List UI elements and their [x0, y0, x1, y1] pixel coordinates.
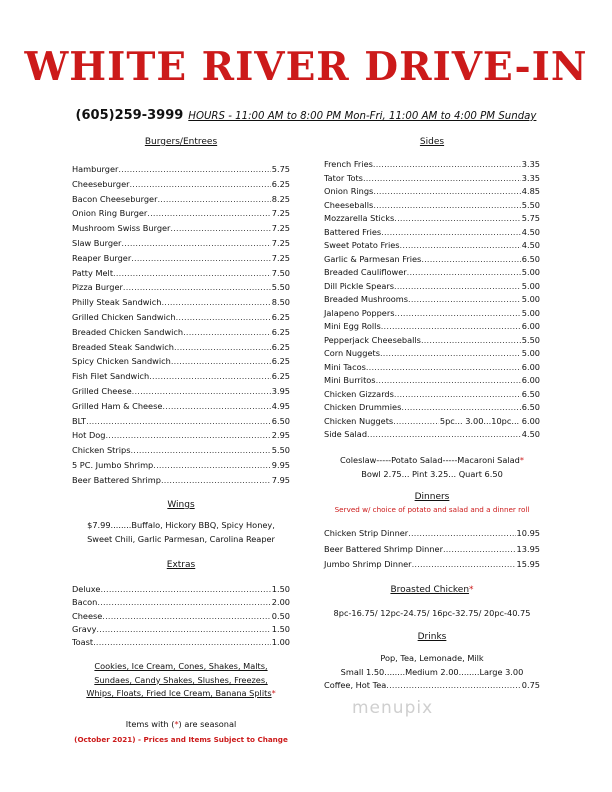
- drinks-line-2: Small 1.50........Medium 2.00........Large 3.00: [340, 666, 524, 677]
- extras-heading: Extras: [166, 560, 196, 570]
- menu-item-name: Spicy Chicken Sandwich: [72, 356, 171, 367]
- menu-item-name: Battered Fries: [324, 226, 382, 237]
- menu-item-price: 6.50: [271, 415, 290, 426]
- dot-leader: [171, 354, 271, 369]
- menu-item-row: [324, 185, 540, 199]
- salads-line-1-wrap: [324, 454, 540, 468]
- menu-item-name: Sweet Potato Fries: [324, 240, 400, 250]
- menu-item-row: [72, 236, 290, 251]
- dot-leader: [412, 557, 516, 573]
- dot-leader: [394, 388, 521, 402]
- sides-section: [324, 137, 540, 147]
- restaurant-title: WHITE RIVER DRIVE-IN: [24, 44, 588, 90]
- menu-item-name: Beer Battered Shrimp: [72, 474, 161, 485]
- menu-item-price: 6.00: [521, 375, 540, 385]
- treats-seasonal-asterisk: *: [271, 688, 276, 698]
- menu-item-price: 8.25: [271, 193, 290, 204]
- menu-item-price: 5.50: [521, 199, 540, 210]
- menu-item-price: 5.75: [271, 164, 290, 174]
- price-notice: (October 2021) - Prices and Items Subject to Change: [74, 734, 288, 744]
- menu-item-price: 5.50: [271, 282, 290, 293]
- menu-item-name: Cheeseburger: [72, 178, 130, 189]
- menu-item-name: French Fries: [324, 159, 373, 169]
- menu-item-name: Garlic & Parmesan Fries: [324, 253, 422, 264]
- broasted-section: [324, 584, 540, 620]
- menu-item-row: [324, 307, 540, 321]
- dot-leader: [113, 266, 271, 281]
- menu-item-name: 5 PC. Jumbo Shrimp: [72, 459, 154, 470]
- menu-item-name: Tator Tots: [324, 172, 363, 183]
- menu-item-name: Grilled Ham & Cheese: [72, 400, 163, 411]
- dot-leader: [157, 192, 270, 207]
- sides-heading: Sides: [419, 137, 445, 147]
- menu-item-name: Chicken Strips: [72, 445, 131, 456]
- menu-item-price: 4.50: [521, 240, 540, 250]
- menu-item-row: [72, 251, 290, 266]
- dot-leader: [93, 636, 271, 649]
- menu-item-name: Side Salad: [324, 429, 368, 439]
- dot-leader: [97, 596, 270, 609]
- menu-item-row: [324, 388, 540, 402]
- dot-leader: [183, 325, 271, 340]
- dot-leader: [131, 251, 271, 266]
- menu-item-name: Beer Battered Shrimp Dinner: [324, 543, 443, 554]
- dot-leader: [106, 428, 271, 443]
- menu-item-price: 6.50: [521, 388, 540, 399]
- phone-number: (605)259-3999: [75, 108, 184, 123]
- dot-leader: [373, 199, 520, 213]
- wings-heading: Wings: [167, 500, 195, 510]
- dinners-section: [324, 492, 540, 514]
- menu-item-price: 1.50: [271, 623, 290, 634]
- menu-item-name: Toast: [72, 637, 94, 648]
- menu-item-row: [72, 596, 290, 609]
- wings-section: [72, 500, 290, 546]
- dot-leader: [421, 334, 521, 348]
- treats-line-1: Cookies, Ice Cream, Cones, Shakes, Malts,: [94, 661, 268, 671]
- menu-item-row: [324, 172, 540, 186]
- menu-item-price: 5.00: [521, 348, 540, 358]
- drinks-coffee-row: [324, 679, 540, 692]
- dot-leader: [393, 415, 439, 429]
- dot-leader: [121, 236, 270, 251]
- menu-item-row: [72, 221, 290, 236]
- menu-item-price: 15.95: [516, 559, 540, 569]
- menu-item-row: [72, 310, 290, 325]
- dot-leader: [174, 340, 271, 355]
- menu-item-name: Deluxe: [72, 584, 101, 594]
- dot-leader: [373, 158, 521, 172]
- menu-item-price: 6.00: [521, 361, 540, 372]
- menu-item-name: Reaper Burger: [72, 252, 132, 263]
- menu-item-name: Onion Ring Burger: [72, 208, 148, 219]
- menu-item-name: BLT: [72, 415, 87, 426]
- menu-item-price: 5.00: [521, 307, 540, 318]
- dot-leader: [96, 623, 270, 636]
- menu-item-row: [324, 347, 540, 361]
- menu-item-row: [324, 239, 540, 253]
- menu-item-price: 4.85: [521, 186, 540, 196]
- menu-item-name: Chicken Gizzards: [324, 388, 394, 399]
- dot-leader: [86, 414, 271, 429]
- burgers-section: [72, 137, 290, 147]
- menu-item-row: [324, 374, 540, 388]
- menu-item-name: Mozzarella Sticks: [324, 213, 395, 223]
- menu-item-row: [72, 583, 290, 596]
- menu-item-price: 4.95: [271, 400, 290, 411]
- dot-leader: [401, 401, 520, 415]
- burgers-list: [72, 162, 290, 488]
- menu-item-name: Mini Egg Rolls: [324, 321, 381, 331]
- dot-leader: [408, 526, 515, 542]
- dot-leader: [363, 172, 521, 186]
- drinks-line-1: Pop, Tea, Lemonade, Milk: [380, 653, 484, 663]
- seasonal-note-post: ) are seasonal: [178, 719, 237, 729]
- menu-item-row: [324, 226, 540, 240]
- menu-item-row: [324, 320, 540, 334]
- menu-item-price: 5.50: [271, 445, 290, 456]
- dot-leader: [380, 347, 521, 361]
- menu-item-row: [72, 428, 290, 443]
- dot-leader: [130, 177, 271, 192]
- menu-item-row: [72, 399, 290, 414]
- menu-item-row: [324, 266, 540, 280]
- dot-leader: [170, 221, 270, 236]
- menu-item-price: 5pc... 3.00...10pc... 6.00: [439, 415, 540, 426]
- menu-item-price: 6.25: [271, 356, 290, 367]
- menu-item-price: 5.00: [521, 294, 540, 304]
- menu-item-row: [72, 623, 290, 636]
- drinks-section: [324, 632, 540, 692]
- menu-item-row: [324, 361, 540, 375]
- coffee-name: Coffee, Hot Tea: [324, 680, 387, 690]
- treats-section: [72, 660, 290, 701]
- menu-item-price: 6.25: [271, 311, 290, 322]
- menu-item-row: [72, 414, 290, 429]
- menu-item-price: 2.00: [271, 597, 290, 608]
- treats-line-3-wrap: [72, 687, 290, 701]
- drinks-heading: Drinks: [417, 632, 447, 642]
- dot-leader: [100, 583, 270, 596]
- menu-item-row: [324, 542, 540, 558]
- salads-line-2: Bowl 2.75... Pint 3.25... Quart 6.50: [361, 468, 503, 479]
- broasted-heading: Broasted Chicken: [390, 585, 470, 595]
- menu-item-name: Chicken Drummies: [324, 402, 402, 412]
- menu-item-name: Slaw Burger: [72, 237, 122, 248]
- dinners-note: Served w/ choice of potato and salad and a dinner roll: [334, 505, 530, 514]
- coffee-price: 0.75: [521, 680, 540, 690]
- dot-leader: [102, 610, 270, 623]
- menu-item-name: Mushroom Swiss Burger: [72, 223, 171, 234]
- menu-item-name: Grilled Chicken Sandwich: [72, 311, 176, 322]
- dot-leader: [408, 293, 521, 307]
- menu-item-name: Corn Nuggets: [324, 348, 380, 358]
- dot-leader: [123, 280, 271, 295]
- dot-leader: [367, 428, 521, 442]
- menu-item-row: [72, 340, 290, 355]
- dot-leader: [132, 384, 271, 399]
- menu-item-row: [72, 206, 290, 221]
- dot-leader: [381, 226, 521, 240]
- menu-item-price: 6.25: [271, 341, 290, 352]
- menu-item-row: [324, 401, 540, 415]
- menu-item-name: Onion Rings: [324, 186, 374, 196]
- salads-seasonal-asterisk: *: [519, 455, 524, 465]
- menu-item-name: Chicken Nuggets: [324, 415, 394, 426]
- menu-item-price: 5.00: [521, 267, 540, 277]
- salads-section: [324, 454, 540, 481]
- menu-item-price: 3.35: [521, 172, 540, 183]
- hours-text: HOURS - 11:00 AM to 8:00 PM Mon-Fri, 11:00 AM to 4:00 PM Sunday: [188, 111, 537, 122]
- menu-item-price: 5.00: [521, 280, 540, 291]
- menu-item-row: [324, 293, 540, 307]
- menu-item-price: 13.95: [516, 543, 540, 554]
- dot-leader: [147, 206, 270, 221]
- menu-item-row: [72, 473, 290, 488]
- menu-item-name: Bacon Cheeseburger: [72, 193, 158, 204]
- menu-item-row: [72, 162, 290, 177]
- menu-item-row: [72, 177, 290, 192]
- broasted-prices: 8pc-16.75/ 12pc-24.75/ 16pc-32.75/ 20pc-40.75: [333, 607, 531, 618]
- dot-leader: [176, 310, 271, 325]
- menu-item-row: [324, 415, 540, 429]
- broasted-seasonal-asterisk: *: [469, 585, 474, 595]
- menu-item-price: 3.95: [271, 385, 290, 396]
- dot-leader: [149, 369, 271, 384]
- seasonal-note: [72, 718, 290, 732]
- sides-list: [324, 158, 540, 442]
- menu-item-name: Cheese: [72, 610, 103, 621]
- menu-item-row: [324, 334, 540, 348]
- dot-leader: [443, 542, 516, 558]
- menu-item-name: Mini Burritos: [324, 375, 376, 385]
- dot-leader: [394, 307, 520, 321]
- menu-item-row: [324, 253, 540, 267]
- menu-item-price: 6.50: [521, 253, 540, 264]
- extras-list: [72, 583, 290, 649]
- footer-section: [72, 718, 290, 744]
- menu-item-price: 9.95: [271, 459, 290, 470]
- burgers-heading: Burgers/Entrees: [144, 137, 218, 147]
- dot-leader: [373, 185, 520, 199]
- dot-leader: [381, 320, 521, 334]
- dot-leader: [376, 374, 521, 388]
- menu-item-name: Mini Tacos: [324, 361, 366, 372]
- menu-item-price: 7.25: [271, 208, 290, 219]
- wings-line-2: Sweet Chili, Garlic Parmesan, Carolina Reaper: [87, 533, 275, 544]
- menu-item-row: [72, 384, 290, 399]
- dot-leader: [394, 212, 520, 226]
- menu-item-row: [72, 443, 290, 458]
- menupix-watermark: menupix: [352, 698, 434, 718]
- menu-item-name: Breaded Steak Sandwich: [72, 341, 174, 352]
- menu-item-price: 1.50: [271, 584, 290, 594]
- menu-item-row: [72, 369, 290, 384]
- menu-item-name: Fish Filet Sandwich: [72, 371, 150, 382]
- menu-item-name: Bacon: [72, 597, 98, 608]
- seasonal-note-pre: Items with (: [125, 719, 175, 729]
- dot-leader: [421, 253, 520, 267]
- menu-item-row: [72, 354, 290, 369]
- menu-item-name: Hamburger: [72, 164, 119, 174]
- menu-item-price: 0.50: [271, 610, 290, 621]
- menu-item-row: [72, 610, 290, 623]
- menu-item-price: 3.35: [521, 159, 540, 169]
- menu-item-price: 6.25: [271, 326, 290, 337]
- menu-item-row: [324, 557, 540, 573]
- menu-item-price: 6.25: [271, 371, 290, 382]
- menu-item-row: [72, 192, 290, 207]
- menu-item-price: 7.25: [271, 237, 290, 248]
- salads-line-1: Coleslaw-----Potato Salad-----Macaroni Salad: [340, 455, 520, 465]
- menu-item-name: Jalapeno Poppers: [324, 307, 395, 318]
- menu-item-name: Hot Dog: [72, 430, 106, 441]
- menu-item-price: 6.50: [521, 402, 540, 412]
- seasonal-note-mark: *: [174, 719, 179, 729]
- menu-item-name: Cheeseballs: [324, 199, 374, 210]
- menu-item-price: 8.50: [271, 297, 290, 308]
- dot-leader: [400, 239, 521, 253]
- contact-line: [60, 104, 552, 123]
- menu-item-name: Pepperjack Cheeseballs: [324, 334, 421, 345]
- menu-item-row: [324, 199, 540, 213]
- dot-leader: [161, 473, 271, 488]
- menu-item-name: Breaded Chicken Sandwich: [72, 326, 184, 337]
- menu-item-row: [72, 636, 290, 649]
- menu-item-price: 6.25: [271, 178, 290, 189]
- dinners-heading: Dinners: [414, 492, 450, 502]
- menu-item-name: Breaded Mushrooms: [324, 294, 409, 304]
- menu-item-price: 4.50: [521, 429, 540, 439]
- menu-item-price: 7.50: [271, 267, 290, 278]
- menu-item-row: [324, 526, 540, 542]
- dot-leader: [118, 162, 270, 177]
- menu-item-price: 4.50: [521, 226, 540, 237]
- menu-item-name: Gravy: [72, 623, 97, 634]
- dot-leader: [162, 399, 270, 414]
- menu-item-name: Breaded Cauliflower: [324, 267, 407, 277]
- dot-leader: [130, 443, 270, 458]
- menu-item-price: 1.00: [271, 637, 290, 648]
- treats-line-3: Whips, Floats, Fried Ice Cream, Banana Splits: [86, 688, 272, 698]
- menu-item-row: [324, 428, 540, 442]
- menu-item-row: [72, 266, 290, 281]
- menu-item-price: 6.00: [521, 321, 540, 331]
- menu-item-name: Chicken Strip Dinner: [324, 528, 409, 538]
- menu-item-price: 7.25: [271, 223, 290, 234]
- dot-leader: [394, 280, 521, 294]
- menu-item-row: [324, 212, 540, 226]
- menu-item-price: 7.25: [271, 252, 290, 263]
- menu-item-name: Jumbo Shrimp Dinner: [324, 559, 412, 569]
- menu-item-name: Grilled Cheese: [72, 385, 132, 396]
- menu-item-row: [72, 295, 290, 310]
- menu-item-row: [324, 158, 540, 172]
- menu-item-price: 10.95: [516, 528, 540, 538]
- menu-item-price: 7.95: [271, 474, 290, 485]
- menu-item-name: Patty Melt: [72, 267, 114, 278]
- menu-item-row: [72, 325, 290, 340]
- dot-leader: [153, 458, 271, 473]
- menu-item-name: Philly Steak Sandwich: [72, 297, 162, 308]
- menu-item-name: Pizza Burger: [72, 282, 123, 293]
- menu-item-price: 5.75: [521, 213, 540, 223]
- menu-item-name: Dill Pickle Spears: [324, 280, 395, 291]
- extras-section: [72, 560, 290, 570]
- menu-item-price: 5.50: [521, 334, 540, 345]
- dot-leader: [366, 361, 521, 375]
- dot-leader: [161, 295, 270, 310]
- treats-line-2: Sundaes, Candy Shakes, Slushes, Freezes,: [94, 674, 268, 685]
- menu-item-row: [324, 280, 540, 294]
- dinners-list: [324, 526, 540, 573]
- broasted-heading-wrap: [324, 584, 540, 598]
- menu-item-row: [72, 458, 290, 473]
- dot-leader: [407, 266, 521, 280]
- menu-item-row: [72, 280, 290, 295]
- wings-line-1: $7.99........Buffalo, Hickory BBQ, Spicy Honey,: [87, 520, 275, 530]
- menu-item-price: 2.95: [271, 430, 290, 441]
